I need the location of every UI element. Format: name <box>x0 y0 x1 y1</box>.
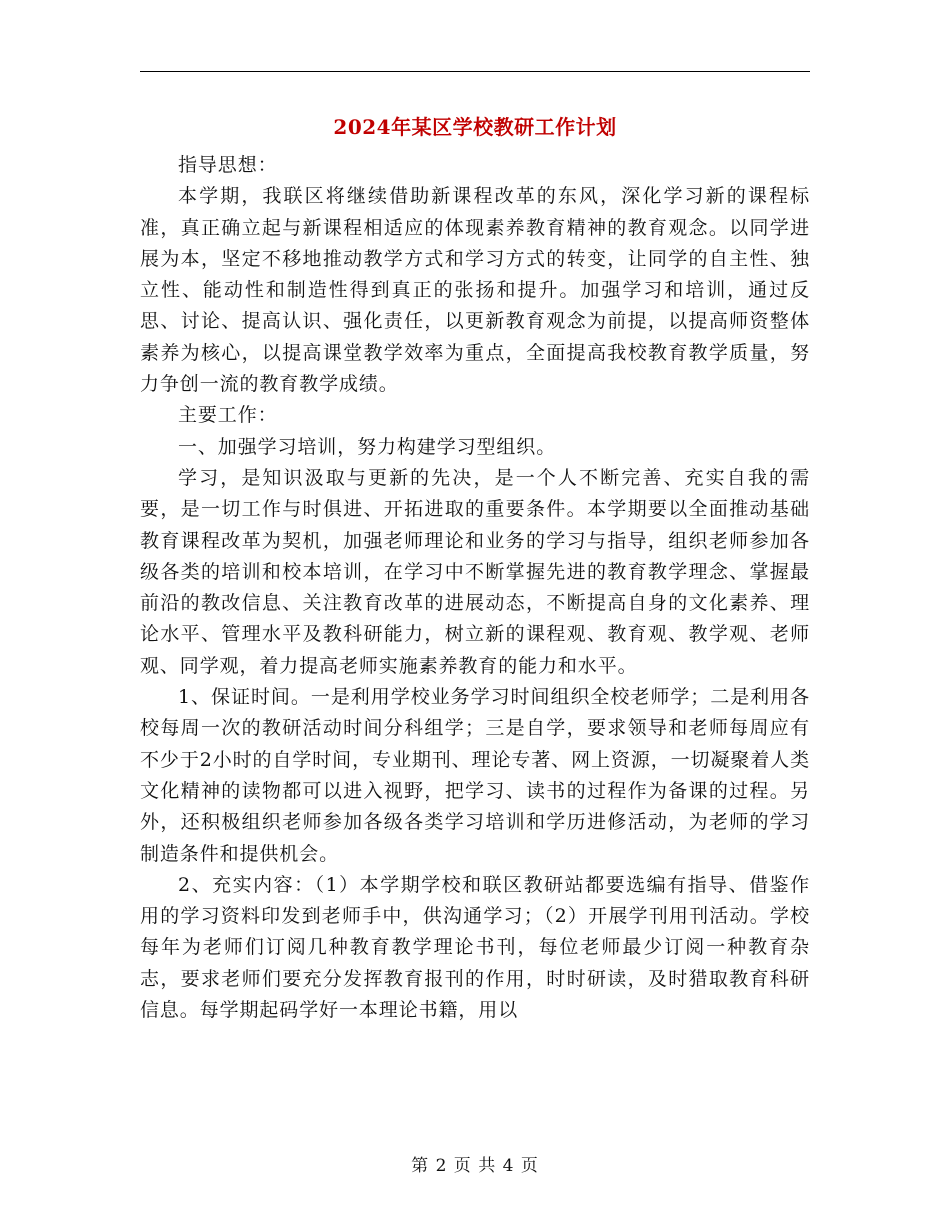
paragraph-guiding-thought: 本学期，我联区将继续借助新课程改革的东风，深化学习新的课程标准，真正确立起与新课程相适应的体现素养教育精神的教育观念。以同学进展为本，坚定不移地推动教学方式和学习方式的转变，让同学的自主性、独立性、能动性和制造性得到真正的张扬和提升。加强学习和培训，通过反思、讨论、提高认识、强化责任，以更新教育观念为前提，以提高师资整体素养为核心，以提高课堂教学效率为重点，全面提高我校教育教学质量，努力争创一流的教育教学成绩。 <box>140 185 810 396</box>
header-rule <box>140 71 810 72</box>
paragraph-ensure-time: 1、保证时间。一是利用学校业务学习时间组织全校老师学；二是利用各校每周一次的教研活动时间分科组学；三是自学，要求领导和老师每周应有不少于2小时的自学时间，专业期刊、理论专著、网上资源，一切凝聚着人类文化精神的读物都可以进入视野，把学习、读书的过程作为备课的过程。另外，还积极组织老师参加各级各类学习培训和学历进修活动，为老师的学习制造条件和提供机会。 <box>140 686 810 865</box>
document-title: 2024年某区学校教研工作计划 <box>333 115 617 139</box>
paragraph-learning: 学习，是知识汲取与更新的先决，是一个人不断完善、充实自我的需要，是一切工作与时俱进、开拓进取的重要条件。本学期要以全面推动基础教育课程改革为契机，加强老师理论和业务的学习与指导，组织老师参加各级各类的培训和校本培训，在学习中不断掌握先进的教育教学理念、掌握最前沿的教改信息、关注教育改革的进展动态，不断提高自身的文化素养、理论水平、管理水平及教科研能力，树立新的课程观、教育观、教学观、老师观、同学观，着力提高老师实施素养教育的能力和水平。 <box>140 466 810 677</box>
paragraph-main-work-heading: 主要工作： <box>178 404 278 427</box>
paragraph-section-one-heading: 一、加强学习培训，努力构建学习型组织。 <box>178 435 557 458</box>
document-body <box>140 150 810 1026</box>
paragraph-guiding-thought-heading: 指导思想： <box>178 154 278 176</box>
page-number: 第 2 页 共 4 页 <box>411 1156 539 1176</box>
paragraph-enrich-content: 2、充实内容：（1）本学期学校和联区教研站都要选编有指导、借鉴作用的学习资料印发到老师手中，供沟通学习；（2）开展学刊用刊活动。学校每年为老师们订阅几种教育教学理论书刊，每位老师最少订阅一种教育杂志，要求老师们要充分发挥教育报刊的作用，时时研读，及时猎取教育科研信息。每学期起码学好一本理论书籍，用以 <box>140 873 810 1022</box>
